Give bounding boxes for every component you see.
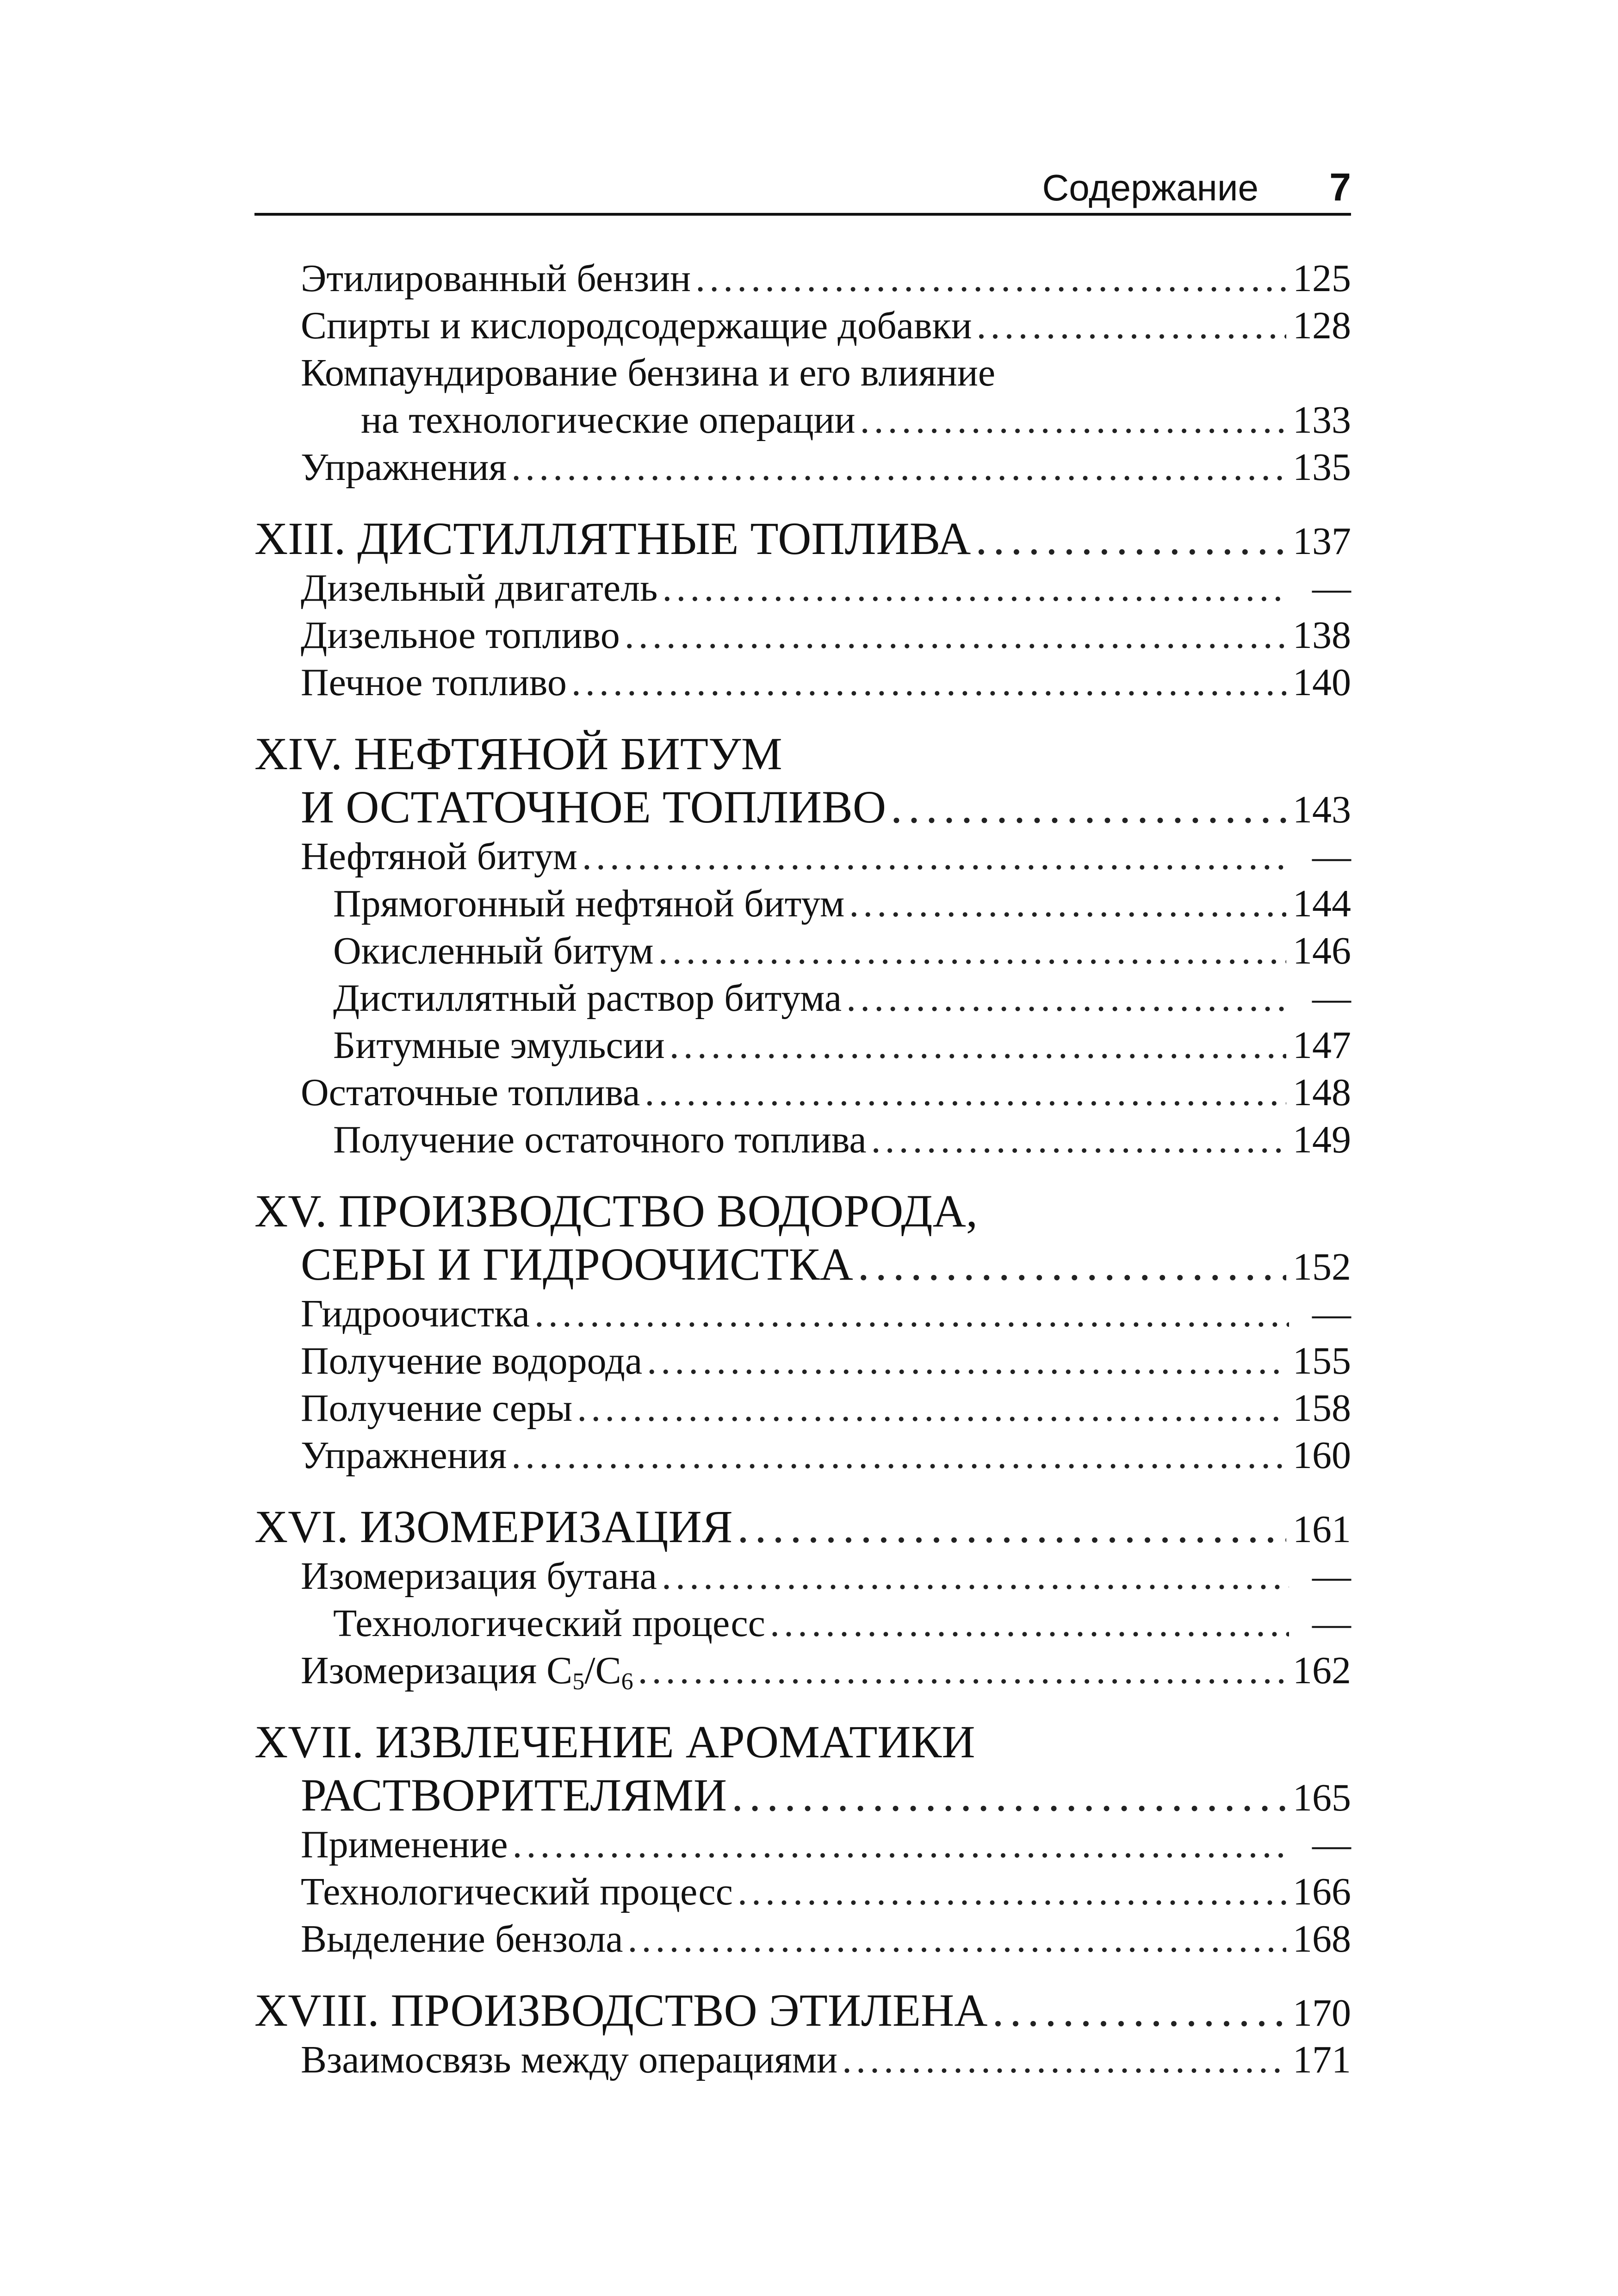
toc-entry-label: Дистиллятный раствор битума [333,977,842,1020]
toc-chapter-page: 161 [1293,1508,1351,1551]
toc-entry-label: Остаточные топлива [301,1071,640,1114]
toc-entry-label: Взаимосвязь между операциями [301,2038,838,2081]
toc-chapter-continuation [254,1769,1351,1825]
toc-entry-label: на технологические операции [361,398,855,442]
dot-leader [871,1120,1286,1159]
toc-entry-page: 155 [1293,1339,1351,1382]
toc-chapter-continuation [254,1238,1351,1294]
formula-prefix: Изомеризация C [301,1649,573,1692]
dot-leader [975,516,1286,562]
toc-entry-page: 171 [1293,2038,1351,2081]
toc-subentry [254,1120,1351,1168]
toc-entry-label: Печное топливо [301,661,567,704]
toc-entry-page: 162 [1293,1649,1351,1692]
toc-subentry [254,1604,1351,1651]
toc-chapter-title: XV. ПРОИЗВОДСТВО ВОДОРОДА, [254,1185,978,1237]
toc-entry-page: 133 [1293,398,1351,442]
dot-leader [846,979,1289,1018]
toc-chapter-title: XVIII. ПРОИЗВОДСТВО ЭТИЛЕНА [254,1985,988,2036]
toc-entry-page: — [1312,1292,1351,1335]
dot-leader [732,1772,1286,1818]
toc-chapter-page: 143 [1293,788,1351,831]
dot-leader [738,1504,1286,1550]
toc-entry [254,1557,1351,1604]
toc-entry-page: 138 [1293,614,1351,657]
toc-entry-label: Прямогонный нефтяной битум [333,882,845,925]
toc-chapter-title: XIV. НЕФТЯНОЙ БИТУМ [254,728,782,779]
toc-entry-label: Этилированный бензин [301,257,691,300]
toc-entry-label: Применение [301,1823,508,1866]
toc-entry-page: — [1312,835,1351,878]
toc-entry-page: — [1312,977,1351,1020]
toc-subentry [254,929,1351,979]
toc-chapter [254,1987,1351,2041]
dot-leader [658,932,1286,971]
dot-leader [625,616,1286,655]
toc-entry-label: Спирты и кислородсодержащие добавки [301,304,972,347]
toc-subentry [254,1026,1351,1073]
toc-entry-page: 147 [1293,1024,1351,1067]
toc-entry-label: Битумные эмульсии [333,1024,665,1067]
toc-chapter-title: XIII. ДИСТИЛЛЯТНЫЕ ТОПЛИВА [254,513,971,564]
dot-leader [670,1026,1286,1065]
toc-entry-label: Окисленный битум [333,929,654,972]
toc-entry-page: 146 [1293,929,1351,972]
toc-entry [254,1651,1351,1699]
dot-leader [770,1604,1289,1643]
toc-entry-label: Упражнения [301,446,507,489]
toc-entry-page: 125 [1293,257,1351,300]
toc-entry-page: 135 [1293,446,1351,489]
dot-leader [662,569,1289,608]
dot-leader [534,1294,1289,1333]
toc-entry-page: 148 [1293,1071,1351,1114]
toc-entry-page: 160 [1293,1434,1351,1477]
toc-chapter-page: 137 [1293,520,1351,563]
dot-leader [738,1873,1286,1911]
toc-chapter [254,1716,1351,1772]
toc-entry-continuation [254,398,1351,448]
toc-entry [254,448,1351,495]
toc-entry-page: 168 [1293,1917,1351,1960]
toc-entry [254,1825,1351,1873]
toc-chapter-title: СЕРЫ И ГИДРООЧИСТКА [301,1238,853,1290]
toc-entry [254,566,1351,616]
dot-leader [860,401,1286,440]
toc-chapter [254,1501,1351,1557]
toc-entry [254,2038,1351,2088]
toc-entry-page: — [1312,1555,1351,1598]
dot-leader [577,1389,1286,1428]
toc-entry-page: 128 [1293,304,1351,347]
toc-chapter [254,513,1351,569]
dot-leader [647,1342,1286,1381]
toc-entry [254,663,1351,710]
dot-leader [891,784,1286,830]
toc-entry-page: 166 [1293,1870,1351,1913]
formula-subscript: 5 [572,1668,585,1695]
dot-leader [511,448,1286,487]
toc-entry-page: — [1312,1823,1351,1866]
toc-entry [254,1073,1351,1120]
toc-entry [254,616,1351,663]
toc-entry [254,1870,1351,1920]
toc-chapter-page: 170 [1293,1991,1351,2035]
toc-entry-label: Получение водорода [301,1339,643,1382]
toc-entry-page: 158 [1293,1387,1351,1430]
dot-leader [992,1987,1286,2034]
toc-subentry [254,884,1351,932]
toc-entry [254,1917,1351,1967]
dot-leader [512,1825,1289,1864]
formula-slash: /C [584,1649,621,1692]
running-head-title: Содержание [1042,167,1258,208]
dot-leader [842,2041,1286,2079]
toc-entry-label: Технологический процесс [301,1870,733,1913]
running-head [254,148,1351,216]
toc-entry-label: Изомеризация бутана [301,1555,657,1598]
dot-leader [582,837,1289,876]
toc-entry-page: 149 [1293,1118,1351,1161]
toc-entry-label: Нефтяной битум [301,835,577,878]
toc-chapter [254,728,1351,784]
formula-subscript: 6 [621,1668,633,1695]
dot-leader [638,1651,1286,1690]
toc-entry-label: Гидроочистка [301,1292,530,1335]
toc-entry-page: — [1312,1602,1351,1645]
toc-chapter-continuation [254,781,1351,837]
toc-chapter-title: РАСТВОРИТЕЛЯМИ [301,1769,727,1821]
toc-entry-label: Упражнения [301,1434,507,1477]
toc-entry-page: 144 [1293,882,1351,925]
toc-entry-label: Дизельный двигатель [301,566,658,610]
toc-entry-label [301,1651,638,1694]
toc-entry-label: Выделение бензола [301,1917,623,1960]
toc-chapter-title: XVII. ИЗВЛЕЧЕНИЕ АРОМАТИКИ [254,1716,975,1767]
toc-entry [254,837,1351,884]
toc-entry [254,1294,1351,1342]
toc-entry [254,306,1351,354]
toc-entry-label: Технологический процесс [333,1602,765,1645]
toc-entry-label: Компаундирование бензина и его влияние [301,351,996,394]
toc-chapter-title: XVI. ИЗОМЕРИЗАЦИЯ [254,1501,733,1552]
toc-chapter-page: 152 [1293,1245,1351,1288]
toc-entry-page: 140 [1293,661,1351,704]
page-number: 7 [1329,165,1351,209]
toc-entry [254,351,1351,401]
toc-entry [254,1339,1351,1389]
dot-leader [571,663,1286,702]
toc-entry-label: Получение остаточного топлива [333,1118,867,1161]
toc-entry-page: — [1312,566,1351,610]
dot-leader [695,259,1286,298]
dot-leader [858,1241,1286,1288]
table-of-contents [254,259,1351,2088]
toc-entry [254,259,1351,306]
dot-leader [645,1073,1286,1112]
dot-leader [977,306,1286,345]
dot-leader [511,1436,1286,1475]
toc-subentry [254,979,1351,1026]
toc-chapter [254,1185,1351,1241]
toc-entry-label: Получение серы [301,1387,573,1430]
dot-leader [662,1557,1289,1596]
toc-entry [254,1436,1351,1483]
dot-leader [849,884,1286,923]
toc-chapter-title: И ОСТАТОЧНОЕ ТОПЛИВО [301,781,886,833]
toc-chapter-page: 165 [1293,1776,1351,1819]
toc-entry [254,1389,1351,1436]
dot-leader [628,1920,1286,1959]
toc-entry-label: Дизельное топливо [301,614,620,657]
